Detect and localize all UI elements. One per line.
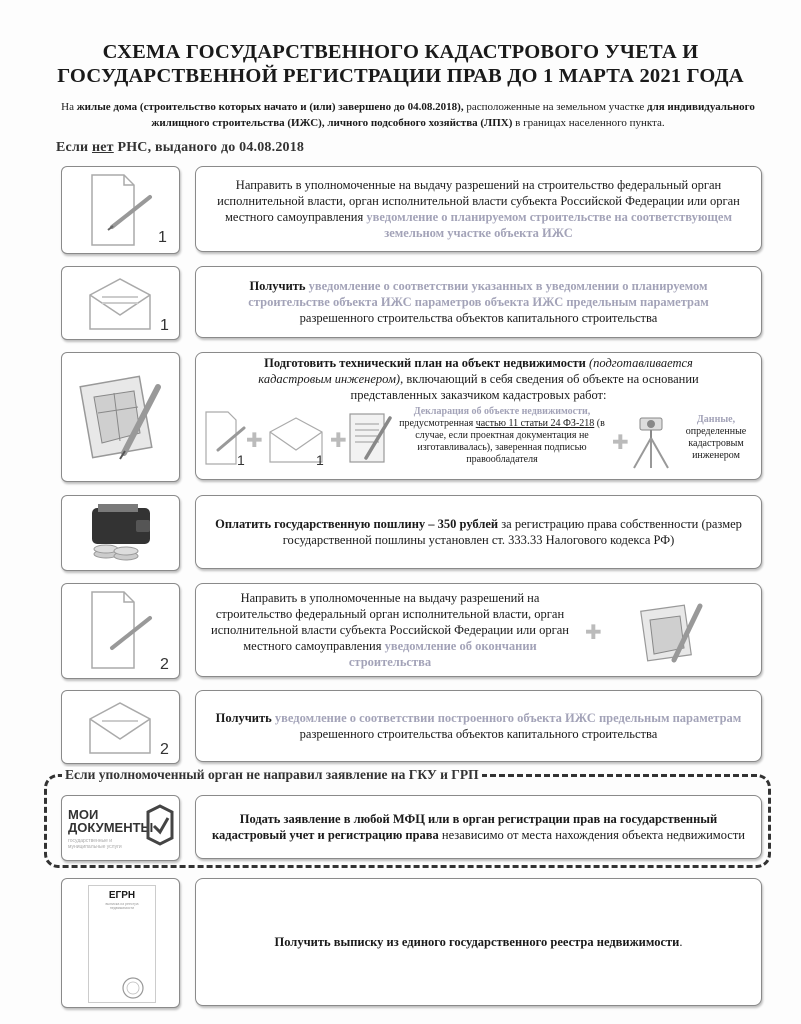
step1-highlight: уведомление о планируемом строительстве на соответствующем земельном участке объекта ИЖС [366,210,732,240]
egrn-subtitle: выписка из реестра недвижимости [105,902,139,910]
title-line-2: ГОСУДАРСТВЕННОЙ РЕГИСТРАЦИИ ПРАВ ДО 1 МАРТА 2021 ГОДА [57,65,744,87]
step1-icon-box [61,166,180,254]
sub1-number: 1 [237,452,245,468]
step5-text: Направить в уполномоченные на выдачу разрешений на строительство федеральный орган исполнительной власти, орган исполнительной власти субъекта Российской Федерации или орган местного самоуправления [211,591,569,653]
step4-bold: Оплатить государственную пошлину – 350 рублей [215,517,499,531]
sub2-number: 1 [316,452,324,468]
mfc-logo-text [68,808,153,834]
theodolite-icon [626,412,676,470]
step2-bold: Получить [249,279,309,293]
optional-step-label: Если уполномоченный орган не направил заявление на ГКУ и ГРП [62,767,482,783]
condition-heading [56,140,304,156]
intro-text-3: в границах населенного пункта. [512,117,665,129]
step8-icon-box [61,878,180,1008]
step3-bold: Подготовить технический план на объект недвижимости [264,356,586,370]
plus-icon: ✚ [612,430,629,454]
condition-post: РНС, выданого до 04.08.2018 [113,140,305,155]
intro-bold-1: жилые дома (строительство которых начато и (или) завершено до 04.08.2018), [76,101,464,113]
egrn-stamp-icon [89,910,155,1010]
step5-number: 2 [160,656,169,673]
egrn-document [88,885,156,1003]
condition-pre: Если [56,140,92,155]
step2-text: разрешенного строительства объектов капитального строительства [299,311,658,325]
law-reference-link[interactable]: частью 11 статьи 24 ФЗ-218 [475,418,595,429]
step5-icon-box [61,583,180,679]
step6-bold: Получить [215,711,275,725]
condition-neg: нет [91,140,114,155]
surveyor-data-text [674,414,758,462]
step6-text-box [195,690,762,762]
cadastral-plan-icon [62,353,179,481]
plus-icon: ✚ [585,620,602,644]
step8-dot: . [679,935,683,949]
plus-icon: ✚ [246,428,263,452]
title-line-1: СХЕМА ГОСУДАРСТВЕННОГО КАДАСТРОВОГО УЧЕТА И [102,41,699,63]
step7-text-box [195,795,762,859]
intro-bold-2: для индивидуального жилищного строительства (ИЖС), личного подсобного хозяйства (ЛПХ) [151,101,755,129]
declaration-text-2: (в случае, если проектная документация не изготавливалась), заверенная подписью правообладателя [415,418,605,465]
step7-text: независимо от места нахождения объекта недвижимости [438,828,745,842]
mfc-logo-line-1: МОИ [68,807,99,822]
surveyor-data-desc: определенные кадастровым инженером [685,426,747,461]
step3-icon-box [61,352,180,482]
declaration-text-1: предусмотренная [399,418,476,429]
cadastral-plan-icon [636,598,706,666]
intro-text-2: расположенные на земельном участке [463,101,647,113]
intro-text-1: На [61,101,77,113]
step5-highlight: уведомление об окончании строительства [348,639,537,669]
step6-icon-box [61,690,180,764]
step6-text: разрешенного строительства объектов капитального строительства [299,727,658,741]
step2-number: 1 [160,317,169,334]
step3-text: , включающий в себя сведения об объекте на основании представленных заказчиком кадастровых работ: [350,372,699,402]
mfc-logo-line-2: ДОКУМЕНТЫ [68,820,154,835]
step1-text: Направить в уполномоченные на выдачу разрешений на строительство федеральный орган исполнительной власти, орган исполнительной власти субъекта Российской Федерации или орган местного самоуправления [217,178,740,224]
egrn-title: ЕГРН [108,890,136,901]
surveyor-data-highlight: Данные, [696,414,736,425]
plus-icon: ✚ [330,428,347,452]
mfc-logo-subtitle: государственные и муниципальные услуги [68,838,122,850]
step3-italic: (подготавливается кадастровым инженером) [258,356,693,386]
step7-icon-box [61,795,180,861]
mfc-logo-icon [146,804,174,846]
step4-text: за регистрацию права собственности (размер государственной пошлины установлен ст. 333.33 Налогового кодекса РФ) [282,517,742,547]
step7-bold: Подать заявление в любой МФЦ или в орган регистрации прав на государственный кадастровый учет и регистрацию права [212,812,718,842]
step6-number: 2 [160,741,169,758]
page-title [0,40,801,88]
declaration-highlight: Декларация об объекте недвижимости, [413,406,591,417]
declaration-icon [346,408,394,468]
wallet-coins-icon [62,496,179,570]
intro-paragraph [52,99,764,131]
step1-number: 1 [158,229,167,246]
step4-icon-box [61,495,180,571]
step1-text-box [195,166,762,252]
step2-icon-box [61,266,180,340]
step6-highlight: уведомление о соответствии построенного объекта ИЖС предельным параметрам [274,711,742,725]
step2-highlight: уведомление о соответствии указанных в уведомлении о планируемом строительстве объекта ИЖС параметров объекта ИЖС предельным параметрам [248,279,709,309]
declaration-text [396,406,608,466]
step8-text-box [195,878,762,1006]
step4-text-box [195,495,762,569]
step2-text-box [195,266,762,338]
step8-bold: Получить выписку из единого государственного реестра недвижимости [274,935,680,949]
